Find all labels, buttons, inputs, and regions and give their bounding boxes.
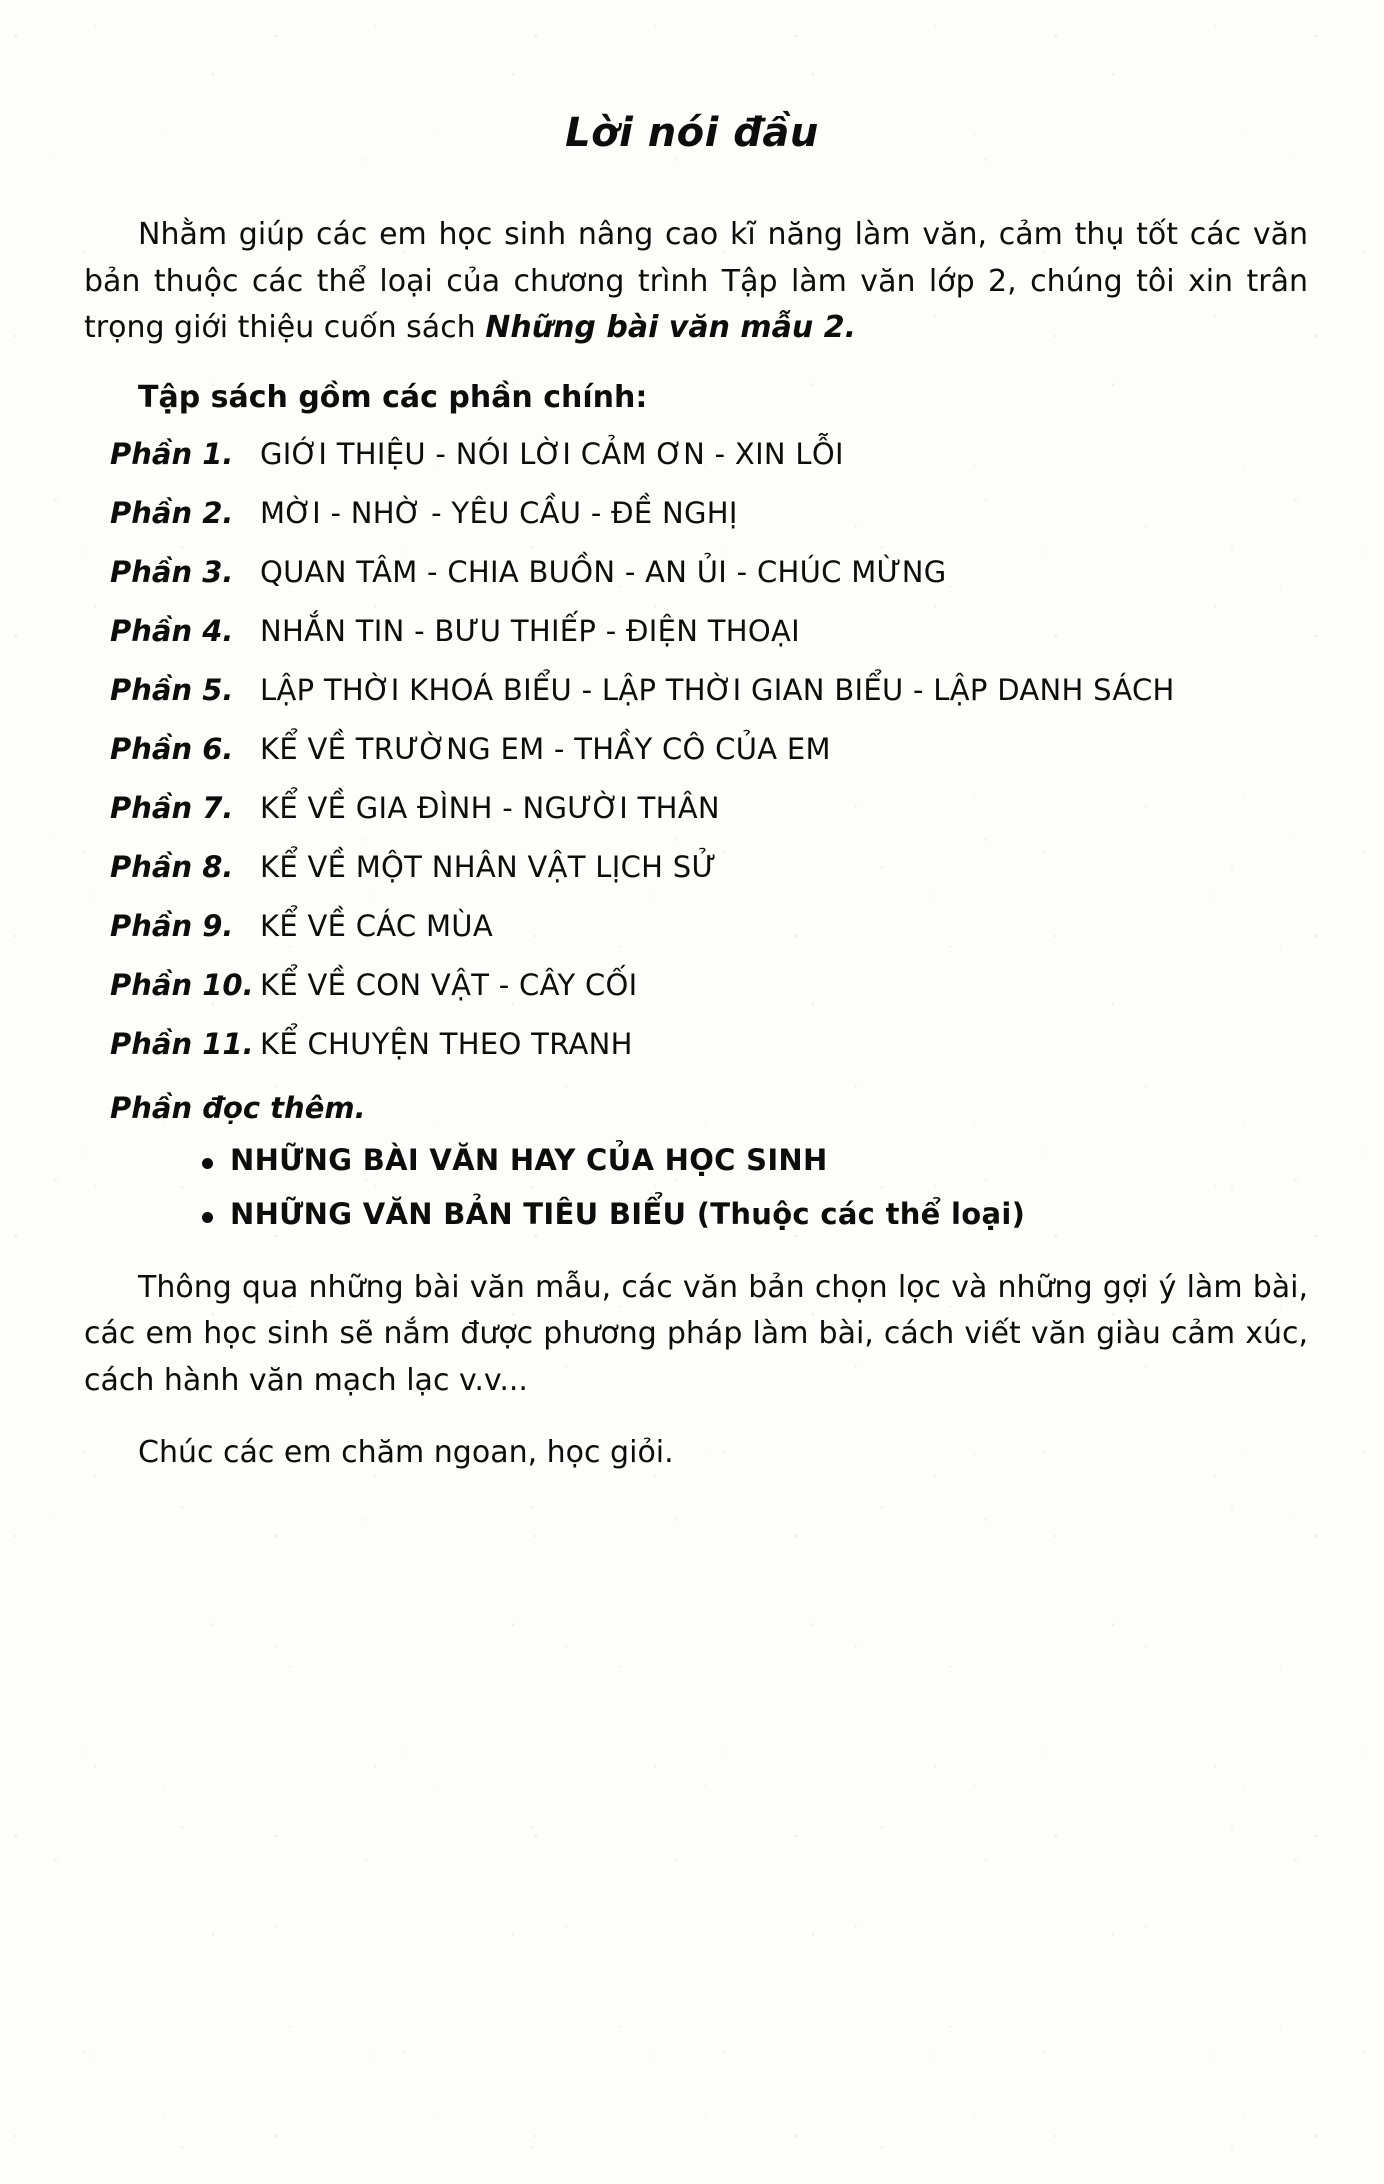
toc-part-title: NHẮN TIN - BƯU THIẾP - ĐIỆN THOẠI: [260, 613, 801, 648]
toc-part-title: KỂ CHUYỆN THEO TRANH: [260, 1026, 633, 1061]
list-item: [110, 1027, 1324, 1061]
list-item: [230, 1197, 1324, 1231]
toc-part-title: LẬP THỜI KHOÁ BIỂU - LẬP THỜI GIAN BIỂU - LẬP DANH SÁCH: [260, 672, 1175, 707]
toc-part-label: Phần 5.: [110, 672, 234, 707]
list-item: [110, 614, 1324, 648]
book-title-emphasis: Những bài văn mẫu 2.: [485, 310, 856, 345]
toc-part-title: MỜI - NHỜ - YÊU CẦU - ĐỀ NGHỊ: [260, 495, 738, 530]
toc-part-title: KỂ VỀ MỘT NHÂN VẬT LỊCH SỬ: [260, 849, 717, 884]
page-title: Lời nói đầu: [565, 110, 819, 156]
list-item: [110, 791, 1324, 825]
closing-paragraph: [60, 1265, 1324, 1405]
toc-part-label: Phần 3.: [110, 554, 234, 589]
list-item: [110, 732, 1324, 766]
extra-section-list: [60, 1143, 1324, 1231]
closing-section: [60, 1265, 1324, 1477]
intro-paragraph: [60, 212, 1324, 352]
toc-part-title: GIỚI THIỆU - NÓI LỜI CẢM ƠN - XIN LỖI: [260, 436, 844, 471]
final-paragraph: [60, 1430, 1324, 1477]
toc-part-title: KỂ VỀ CON VẬT - CÂY CỐI: [260, 967, 638, 1002]
bullet-dot-icon: [202, 1158, 213, 1169]
contents-subheading: Tập sách gồm các phần chính:: [138, 379, 648, 415]
list-item: [110, 496, 1324, 530]
list-item: [110, 909, 1324, 943]
bullet-text: NHỮNG VĂN BẢN TIÊU BIỂU: [230, 1196, 697, 1231]
toc-part-label: Phần 11.: [110, 1026, 254, 1061]
intro-paragraph-text: Nhằm giúp các em học sinh nâng cao kĩ năng làm văn, cảm thụ tốt các văn bản thuộc các thể loại của chương trình Tập làm văn lớp 2, chúng tôi xin trân trọng giới thiệu cuốn sách: [84, 217, 1308, 345]
toc-part-label: Phần 4.: [110, 613, 234, 648]
list-item: [110, 968, 1324, 1002]
toc-part-label: Phần 9.: [110, 908, 234, 943]
closing-paragraph-text: Thông qua những bài văn mẫu, các văn bản chọn lọc và những gợi ý làm bài, các em học sinh sẽ nắm được phương pháp làm bài, cách viết văn giàu cảm xúc, cách hành văn mạch lạc v.v...: [84, 1269, 1308, 1398]
list-item: [110, 437, 1324, 471]
toc-part-label: Phần 6.: [110, 731, 234, 766]
bullet-text: NHỮNG BÀI VĂN HAY CỦA HỌC SINH: [230, 1142, 828, 1177]
list-item: [230, 1143, 1324, 1177]
toc-part-title: KỂ VỀ CÁC MÙA: [260, 908, 493, 943]
list-item: [110, 850, 1324, 884]
toc-part-title: QUAN TÂM - CHIA BUỒN - AN ỦI - CHÚC MỪNG: [260, 554, 947, 589]
list-item: [110, 555, 1324, 589]
toc-part-label: Phần 1.: [110, 436, 234, 471]
toc-part-label: Phần 10.: [110, 967, 254, 1002]
table-of-contents: [60, 437, 1324, 1061]
list-item: [110, 673, 1324, 707]
toc-part-label: Phần 2.: [110, 495, 234, 530]
toc-part-title: KỂ VỀ TRƯỜNG EM - THẦY CÔ CỦA EM: [260, 731, 831, 766]
toc-part-label: Phần 8.: [110, 849, 234, 884]
bullet-note: (Thuộc các thể loại): [696, 1196, 1026, 1231]
bullet-dot-icon: [202, 1212, 213, 1223]
toc-part-title: KỂ VỀ GIA ĐÌNH - NGƯỜI THÂN: [260, 790, 720, 825]
extra-section-heading: Phần đọc thêm.: [110, 1090, 366, 1125]
final-paragraph-text: Chúc các em chăm ngoan, học giỏi.: [138, 1435, 674, 1470]
toc-part-label: Phần 7.: [110, 790, 234, 825]
